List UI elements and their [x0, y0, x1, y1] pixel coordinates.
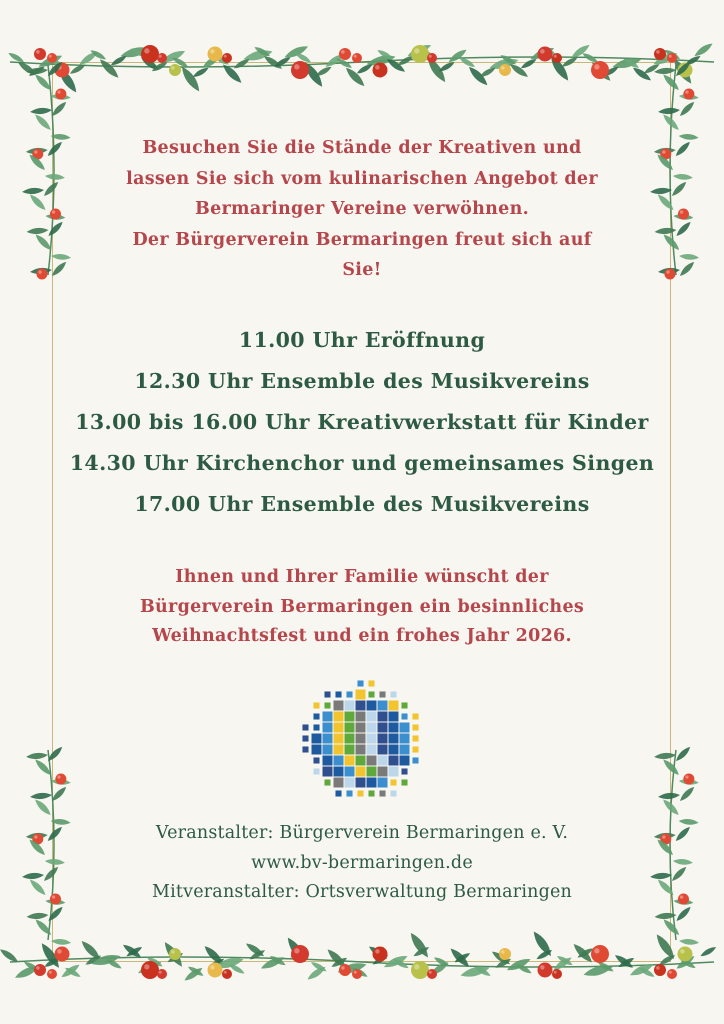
schedule-item: 12.30 Uhr Ensemble des Musikvereins [134, 369, 590, 393]
wishes-line: Bürgerverein Bermaringen ein besinnliches [139, 596, 585, 617]
wishes-line: Ihnen und Ihrer Familie wünscht der [175, 567, 549, 587]
schedule-item: 14.30 Uhr Kirchenchor und gemeinsames Singen [69, 451, 655, 475]
intro-text [0, 133, 724, 286]
footer-info [0, 819, 724, 908]
website-link[interactable]: www.bv-bermaringen.de [251, 852, 473, 873]
schedule-item: 11.00 Uhr Eröffnung [238, 328, 486, 352]
garland-bottom-icon [0, 914, 724, 1024]
pixel-sphere-logo-icon [300, 678, 426, 806]
intro-line: Sie! [342, 260, 382, 280]
schedule-item: 17.00 Uhr Ensemble des Musikvereins [134, 492, 590, 516]
intro-line: lassen Sie sich vom kulinarischen Angebot der [126, 168, 598, 189]
organizer-text: Veranstalter: Bürgerverein Bermaringen e. V. [155, 823, 569, 843]
intro-line: Der Bürgerverein Bermaringen freut sich auf [132, 229, 592, 250]
holiday-wishes [0, 563, 724, 652]
garland-top-icon [0, 0, 724, 110]
intro-line: Besuchen Sie die Stände der Kreativen und [142, 138, 582, 158]
intro-line: Bermaringer Vereine verwöhnen. [195, 199, 529, 219]
co-organizer-text: Mitveranstalter: Ortsverwaltung Bermaringen [151, 882, 573, 902]
wishes-line: Weihnachtsfest und ein frohes Jahr 2026. [152, 626, 572, 646]
schedule-item: 13.00 bis 16.00 Uhr Kreativwerkstatt für Kinder [75, 410, 649, 434]
event-schedule [0, 320, 724, 525]
